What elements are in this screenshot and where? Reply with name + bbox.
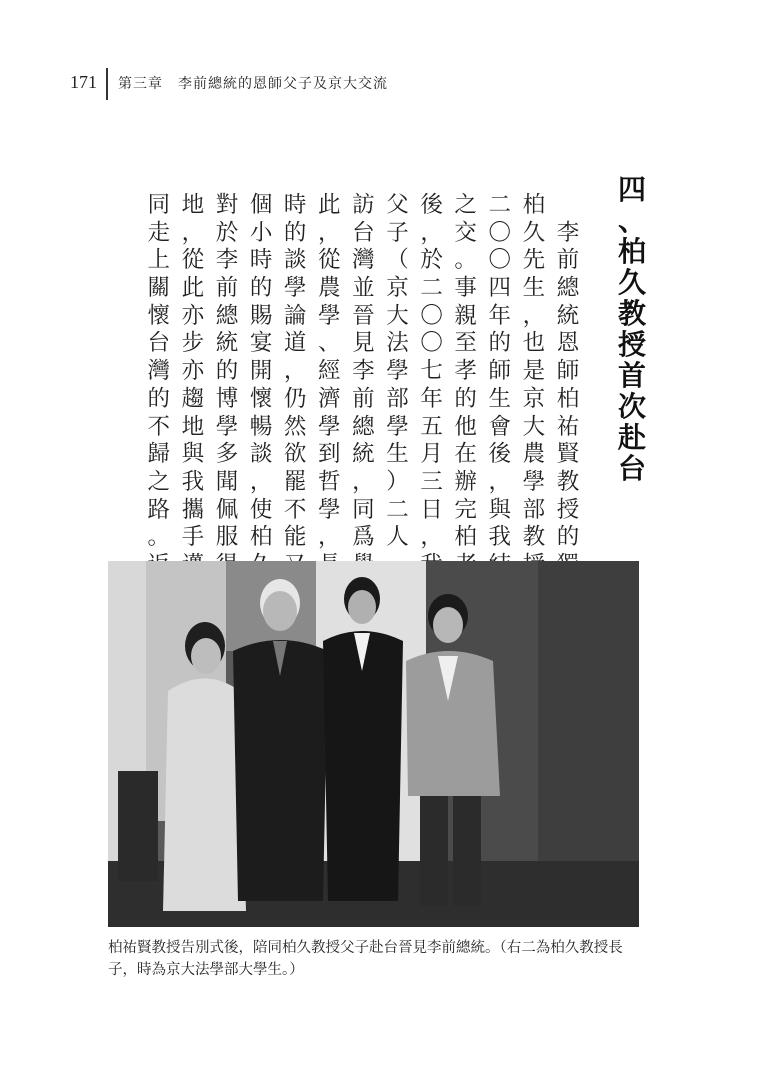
- photograph: [108, 561, 639, 927]
- title-char: 次: [617, 390, 646, 423]
- section-title: [614, 172, 650, 485]
- text-column: 之 交 。 事 親 至 孝 的 他 在 辦 完 柏: [454, 192, 477, 551]
- photo-caption: 柏祐賢教授告別式後，陪同柏久教授父子赴台晉見李前總統。（右二為柏久教授長子，時為京大法學部大學生。）: [108, 940, 623, 978]
- header-divider: [106, 68, 108, 100]
- title-char: 首: [617, 359, 646, 392]
- text-column: 時 的 談 學 論 道 ， 仍 然 欲 罷 不 能: [283, 192, 307, 551]
- text-column: 父 子 （ 京 大 法 學 部 學 生 ） 二 人: [386, 192, 409, 551]
- title-char: 授: [617, 328, 646, 361]
- text-column: 此 ， 從 農 學 、 經 濟 學 到 哲 學 ，: [318, 192, 341, 551]
- title-char: 久: [617, 266, 646, 299]
- text-column: 對 於 李 前 總 統 的 博 學 多 聞 佩 服: [215, 192, 239, 551]
- title-char: 柏: [617, 235, 646, 268]
- text-column: 柏 久 先 生 ， 也 是 京 大 農 學 部 教: [522, 192, 546, 551]
- title-char: 四: [617, 173, 646, 206]
- text-column: 訪 台 灣 並 晉 見 李 前 總 統 ， 同 爲: [352, 192, 375, 551]
- title-char: 、: [617, 204, 646, 237]
- text-column: 同 走 上 關 懷 台 灣 的 不 歸 之 路 。: [147, 192, 171, 551]
- chapter-title: 第三章 李前總統的恩師父子及京大交流: [118, 76, 388, 92]
- text-column: 二 〇 〇 四 年 的 師 生 會 後 ， 與 我: [488, 192, 512, 551]
- text-column: 李 前 總 統 恩 師 柏 祐 賢 教 授 的: [556, 219, 580, 551]
- page-number: 171: [70, 72, 97, 92]
- title-char: 教: [617, 297, 646, 330]
- text-column: 後 ， 於 二 〇 〇 七 年 五 月 三 日 ，: [420, 192, 443, 551]
- text-column: 個 小 時 的 賜 宴 開 懷 暢 談 ， 使 柏: [249, 192, 273, 551]
- title-char: 赴: [617, 421, 646, 454]
- title-char: 台: [617, 452, 646, 485]
- text-column: 地 ， 從 此 亦 步 亦 趨 地 與 我 攜 手: [181, 192, 205, 551]
